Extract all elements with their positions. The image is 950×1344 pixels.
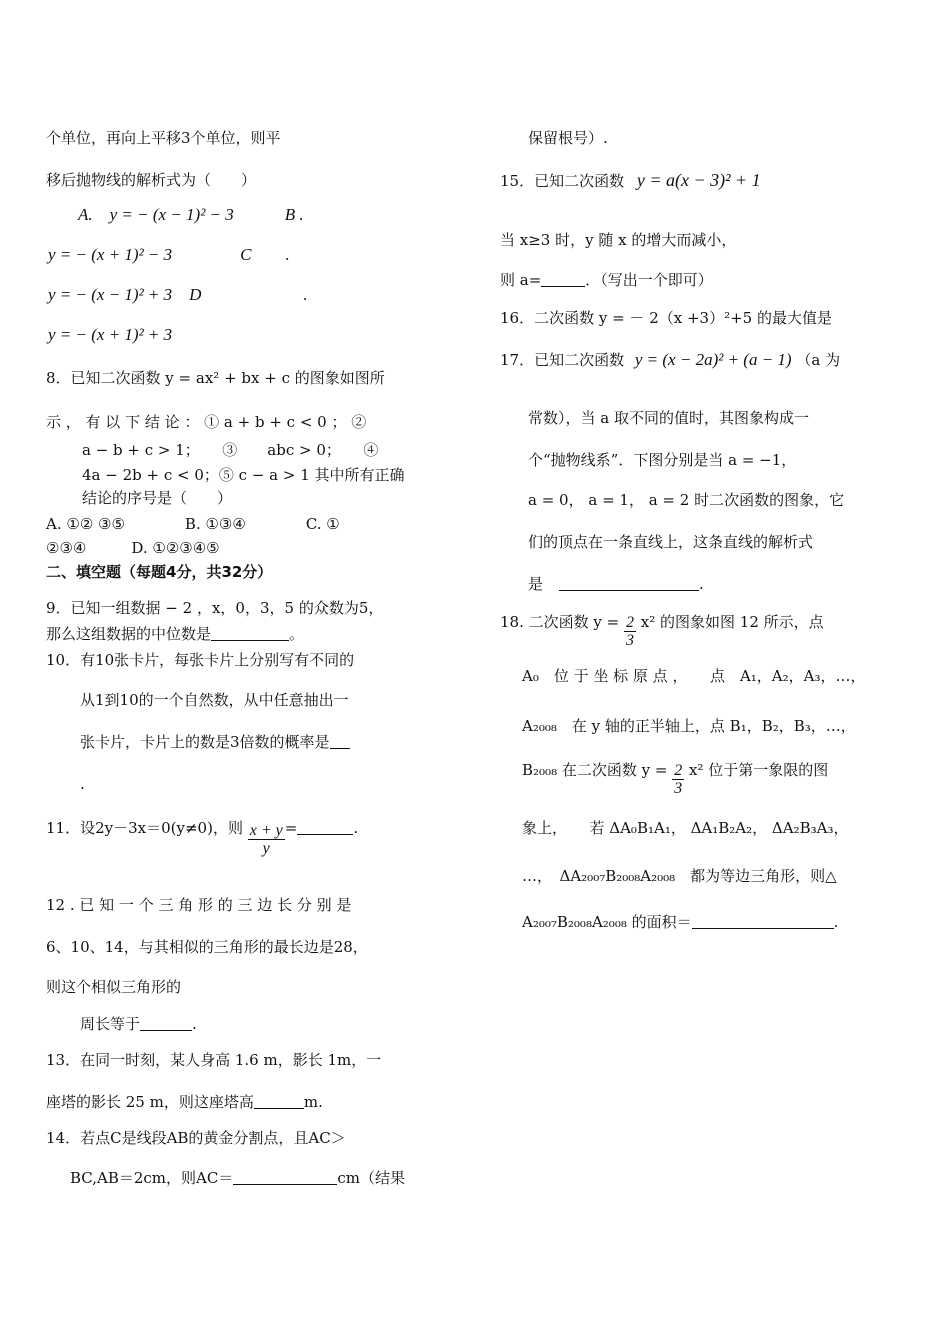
q18-text-5: 象上， 若 ΔA₀B₁A₁， ΔA₁B₂A₂， ΔA₂B₃A₃， (522, 819, 849, 837)
q17-text-6 (528, 574, 704, 594)
q11-fraction (248, 822, 285, 857)
q9-text-2 (46, 624, 304, 644)
q18-fraction (624, 614, 636, 649)
q17-text-2: 常数），当 a 取不同的值时，其图象构成一 (528, 409, 809, 427)
q11-label: 11．设2y－3x＝0(y≠0)，则 (46, 819, 243, 837)
q18-text-4 (522, 760, 828, 808)
q8-options-1: A. ①② ③⑤ B. ①③④ C. ① (46, 515, 340, 533)
q10-text-1: 10．有10张卡片，每张卡片上分别写有不同的 (46, 651, 355, 669)
q18-answer-blank[interactable] (692, 914, 834, 929)
q13-text-2 (46, 1092, 323, 1112)
q18-label-b: x² 的图象如图 12 所示，点 (640, 613, 824, 631)
q8-text-3: a − b + c > 1； ③ abc > 0； ④ (82, 441, 379, 459)
q15-hint: ．（写出一个即可） (585, 271, 713, 289)
q15-label-2: 则 a= (500, 271, 542, 289)
q13-end: m. (303, 1093, 323, 1111)
q7-option-b: y = − (x + 1)² − 3 C . (48, 245, 290, 264)
q18-label-4b: x² 位于第一象限的图 (689, 761, 829, 779)
q8-text-1: 8．已知二次函数 y = ax² + bx + c 的图象如图所 (46, 369, 385, 387)
q12-answer-blank[interactable] (140, 1016, 192, 1031)
q7-option-c: y = − (x − 1)² + 3 D . (48, 285, 308, 304)
q8-text-2: 示 ， 有 以 下 结 论 ： ① a + b + c < 0 ； ② (46, 413, 367, 431)
q8-text-4: 4a − 2b + c < 0；⑤ c − a > 1 其中所有正确 (82, 466, 405, 484)
q15-text-3 (500, 270, 713, 290)
q13-label: 座塔的影长 25 m，则这座塔高 (46, 1093, 254, 1111)
q9-answer-blank[interactable] (211, 626, 289, 641)
q14-end: cm（结果 (337, 1169, 405, 1187)
q18-text-1 (500, 612, 824, 660)
q7-text-1: 个单位，再向上平移3个单位，则平 (46, 129, 281, 147)
q10-answer-blank[interactable] (330, 734, 350, 749)
q17-text-5: 们的顶点在一条直线上，这条直线的解析式 (528, 533, 814, 551)
q9-end: 。 (289, 625, 305, 643)
q17-answer-blank[interactable] (559, 576, 699, 591)
q14-text-2 (70, 1168, 405, 1188)
q17-end: . (699, 575, 704, 593)
q15-text-2: 当 x≥3 时，y 随 x 的增大而减小， (500, 231, 737, 249)
q17-label-b: （a 为 (796, 351, 841, 369)
q18-label-4a: B₂₀₀₈ 在二次函数 y = (522, 761, 668, 779)
q15-text-1 (500, 170, 761, 191)
q16-text: 16．二次函数 y = － 2（x +3）²+5 的最大值是 (500, 309, 832, 327)
q11-denominator: y (262, 840, 270, 857)
q17-label-6: 是 (528, 575, 544, 593)
q18-fraction-2 (672, 762, 684, 797)
q17-text-3: 个“抛物线系”．下图分别是当 a = −1， (528, 451, 797, 469)
q18-denominator: 3 (625, 632, 634, 649)
q17-formula: y = (x − 2a)² + (a − 1) (634, 350, 792, 369)
section-heading-fill-blank: 二、填空题（每题4分，共32分） (46, 563, 273, 581)
q18-text-3: A₂₀₀₈ 在 y 轴的正半轴上，点 B₁，B₂，B₃，…， (522, 717, 856, 735)
q18-numerator-2: 2 (674, 762, 683, 779)
q12-label: 周长等于 (80, 1015, 141, 1033)
q8-text-5: 结论的序号是（ ） (82, 489, 233, 507)
q17-text-1 (500, 350, 840, 370)
q14-text-1: 14．若点C是线段AB的黄金分割点，且AC＞ (46, 1129, 346, 1147)
q18-label: 18. 二次函数 y = (500, 613, 620, 631)
q15-formula: y = a(x − 3)² + 1 (636, 170, 761, 190)
q13-answer-blank[interactable] (254, 1094, 304, 1109)
q12-text-2: 6、10、14，与其相似的三角形的最长边是28， (46, 938, 368, 956)
q10-text-2: 从1到10的一个自然数，从中任意抽出一 (80, 691, 349, 709)
q18-numerator: 2 (625, 614, 634, 631)
q17-label: 17．已知二次函数 (500, 351, 625, 369)
q12-text-3: 则这个相似三角形的 (46, 978, 182, 996)
q18-label-7: A₂₀₀₇B₂₀₀₈A₂₀₀₈ 的面积＝ (522, 913, 692, 931)
q10-text-4: . (80, 775, 85, 793)
q10-label: 张卡片，卡片上的数是3倍数的概率是 (80, 733, 330, 751)
q17-text-4: a = 0， a = 1， a = 2 时二次函数的图象，它 (528, 491, 845, 509)
q11-answer-blank[interactable] (297, 820, 353, 835)
q7-option-d: y = − (x + 1)² + 3 (48, 325, 173, 344)
q8-options-2: ②③④ D. ①②③④⑤ (46, 539, 220, 557)
q15-answer-blank[interactable] (541, 272, 585, 287)
q11-numerator: x + y (249, 822, 283, 839)
q7-text-2: 移后抛物线的解析式为（ ） (46, 171, 257, 189)
q18-text-2: A₀ 位 于 坐 标 原 点 ， 点 A₁，A₂，A₃，…， (522, 667, 866, 685)
q11-end: . (353, 819, 359, 837)
q7-option-a: A. y = − (x − 1)² − 3 B . (78, 205, 304, 224)
q15-label: 15．已知二次函数 (500, 172, 625, 190)
q10-text-3 (80, 732, 350, 752)
q12-text-4 (80, 1014, 197, 1034)
q18-end: . (833, 913, 839, 931)
q12-text-1: 12 . 已 知 一 个 三 角 形 的 三 边 长 分 别 是 (46, 896, 352, 914)
q9-label: 那么这组数据的中位数是 (46, 625, 212, 643)
q14-label: BC,AB＝2cm，则AC＝ (70, 1169, 234, 1187)
q11-text (46, 818, 358, 868)
q9-text-1: 9．已知一组数据 − 2 ，x，0，3，5 的众数为5， (46, 599, 384, 617)
q18-text-7 (522, 912, 838, 932)
q11-equals: = (284, 819, 298, 837)
q12-end: . (192, 1015, 197, 1033)
q14-answer-blank[interactable] (233, 1170, 337, 1185)
q18-text-6: …， ΔA₂₀₀₇B₂₀₀₈A₂₀₀₈ 都为等边三角形，则△ (522, 867, 837, 885)
q18-denominator-2: 3 (674, 780, 683, 797)
q14-continuation: 保留根号）. (528, 129, 608, 147)
q13-text-1: 13．在同一时刻，某人身高 1.6 m，影长 1m，一 (46, 1051, 382, 1069)
